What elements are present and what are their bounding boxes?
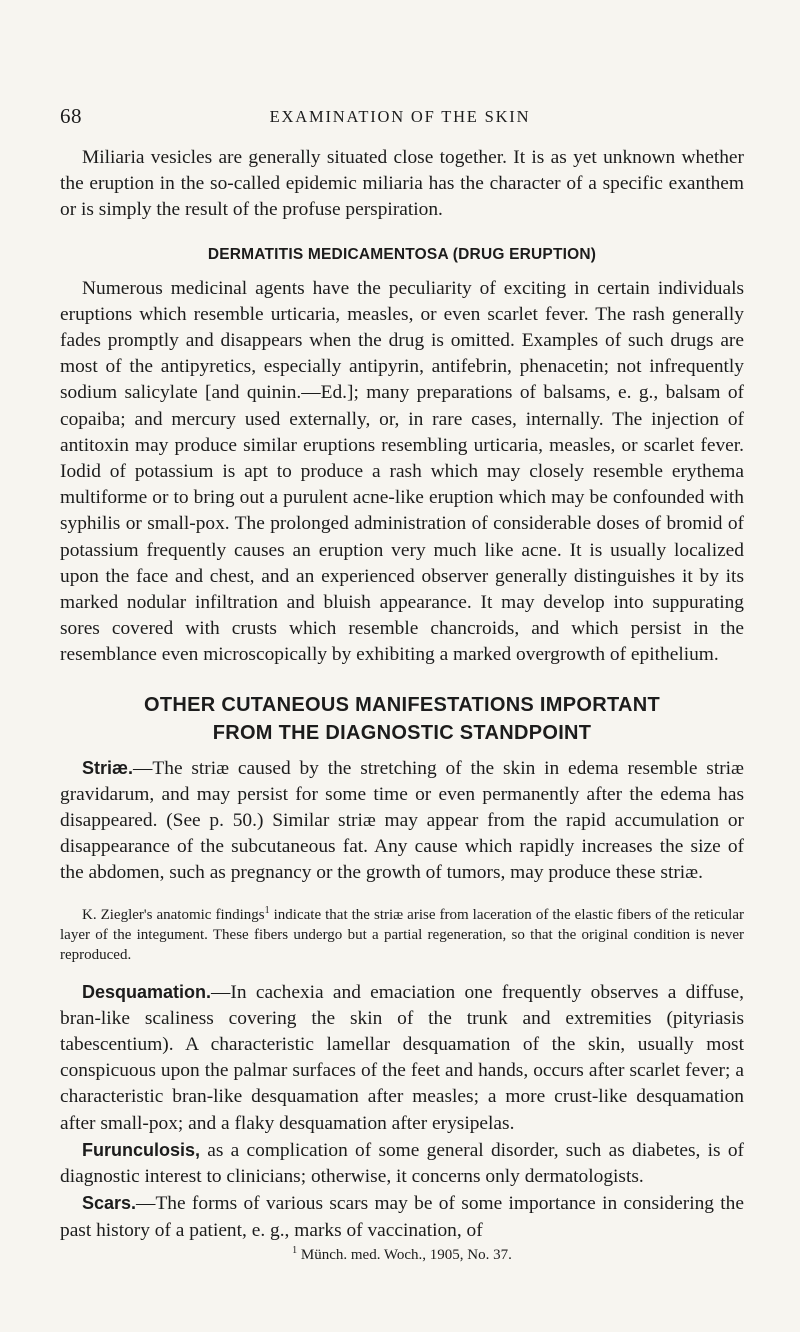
ziegler-note (60, 905, 744, 965)
drug-eruption-paragraph: Numerous medicinal agents have the peculiarity of exciting in certain individuals eruptions which resemble urticaria, measles, or even scarlet fever. The rash generally fades promptly and disappears when the drug is omitted. Examples of such drugs are most of the antipyretics, especially antipyrin, antifebrin, phenacetin; not infrequently sodium salicylate [and quinin.—Ed.]; many preparations of balsams, e. g., balsam of copaiba; and mercury used externally, or, in rare cases, internally. The injection of antitoxin may produce similar eruptions resembling urticaria, measles, or scarlet fever. Iodid of potassium is apt to produce a rash which may closely resemble erythema multiforme or to bring out a purulent acne-like eruption which may be confounded with syphilis or small-pox. The prolonged administration of considerable doses of bromid of potassium frequently causes an eruption very much like acne. It is usually localized upon the face and chest, and an experienced observer generally distinguishes it by its marked nodular infiltration and bluish appearance. It may develop into suppurating sores covered with crusts which resemble chancroids, and which persist in the resemblance even microscopically by exhibiting a marked overgrowth of epithelium. (60, 277, 744, 666)
page-number: 68 (60, 104, 82, 128)
footnote-text: Münch. med. Woch., 1905, No. 37. (297, 1246, 512, 1263)
running-head: EXAMINATION OF THE SKIN (269, 107, 531, 126)
scars-text: —The forms of various scars may be of some importance in considering the past history of a patient, e. g., marks of vaccination, of (60, 1193, 744, 1241)
striae-text: —The striæ caused by the stretching of the skin in edema resemble striæ gravidarum, and may persist for some time or even permanently after the edema has disappeared. (See p. 50.) Similar striæ may appear from the rapid accumulation or disappearance of the subcutaneous fat. Any cause which rapidly increases the size of the abdomen, such as pregnancy or the growth of tumors, may produce these striæ. (60, 757, 744, 884)
furunculosis-paragraph (60, 1137, 744, 1190)
desquamation-paragraph (60, 979, 744, 1137)
scars-paragraph (60, 1190, 744, 1243)
footnote (60, 1245, 744, 1265)
striae-paragraph (60, 755, 744, 887)
scars-run-in-heading: Scars. (82, 1193, 137, 1214)
desquamation-text: —In cachexia and emaciation one frequently observes a diffuse, bran-like scaliness covering the skin of the trunk and extremities (pityriasis tabescentium). A characteristic lamellar desquamation of the skin, usually most conspicuous upon the palmar surfaces of the feet and hands, occurs after scarlet fever; a characteristic bran-like desquamation after measles; a more crust-like desquamation after small-pox; and a flaky desquamation after erysipelas. (60, 981, 744, 1134)
furunculosis-run-in-heading: Furunculosis, (82, 1139, 201, 1160)
striae-run-in-heading: Striæ. (82, 757, 134, 778)
footnote-mark: 1 (292, 1244, 298, 1256)
ziegler-text-end: indicate that the striæ arise from laceration of the elastic fibers of the reticular layer of the integument. These fibers undergo but a partial regeneration, so that the original condition is never reproduced. (60, 906, 744, 963)
section-heading-drug-eruption: DERMATITIS MEDICAMENTOSA (DRUG ERUPTION) (207, 245, 597, 263)
furunculosis-text: as a complication of some general disorder, such as diabetes, is of diagnostic interest to clinicians; otherwise, it concerns only dermatologists. (60, 1139, 744, 1188)
ziegler-text-start: K. Ziegler's anatomic findings (82, 906, 265, 923)
heading-line-1: OTHER CUTANEOUS MANIFESTATIONS IMPORTANT (143, 693, 661, 716)
desquamation-run-in-heading: Desquamation. (82, 981, 212, 1002)
page-body (60, 145, 744, 1265)
heading-line-2: FROM THE DIAGNOSTIC STANDPOINT (212, 721, 592, 744)
section-heading-other-manifestations (60, 691, 744, 747)
miliaria-paragraph: Miliaria vesicles are generally situated close together. It is as yet unknown whether the eruption in the so-called epidemic miliaria has the character of a specific exanthem or is simply the result of the profuse perspiration. (60, 147, 744, 221)
footnote-reference: 1 (264, 904, 270, 916)
page-header (60, 104, 740, 134)
